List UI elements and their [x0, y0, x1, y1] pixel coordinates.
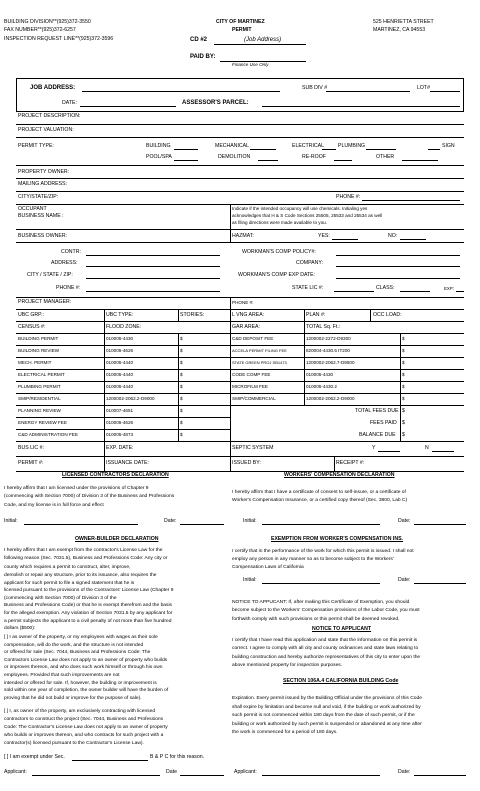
- exp-label: EXP:: [444, 286, 455, 291]
- state-lic-label: STATE LIC #:: [292, 285, 324, 291]
- fee-name: BUILDING REVIEW: [18, 348, 60, 353]
- fee-name: SMIP/RESIDENTIAL: [18, 396, 61, 401]
- permit-type-label: PERMIT TYPE:: [18, 143, 54, 149]
- exemption-initial-field[interactable]: [262, 583, 380, 584]
- divider: [16, 441, 464, 442]
- bus-lic-label: BUS LIC #:: [18, 445, 44, 451]
- class-field[interactable]: [400, 291, 430, 292]
- fee-name: MECH. PERMIT: [18, 360, 52, 365]
- type-plumbing-check[interactable]: [366, 149, 396, 150]
- ubc-grp-label: UBC GRP.:: [18, 312, 44, 318]
- assessor-parcel-field[interactable]: [262, 106, 460, 107]
- wc-date-field[interactable]: [414, 524, 466, 525]
- occupant-label: OCCUPANT: [18, 206, 47, 212]
- wc-exp-field[interactable]: [336, 278, 460, 279]
- divider-vertical: [230, 456, 231, 471]
- fee-account-code: 010005-4873: [106, 432, 134, 437]
- septic-y-field[interactable]: [378, 451, 400, 452]
- fee-account-code: 1200002-2272-D9300: [306, 336, 351, 341]
- licensed-contractors-text: I hereby affirm that I am licensed under the provisions of Chapter 9 (commencing with Section 7000) of Division 3 of the Business and Professions Code, and my license is in full force and effect: [4, 486, 175, 508]
- owner-builder-text-2: demolish or repair any structure, prior to its issuance, also requires the applicant for such permit to file a signed statement that he is licensed pursuant to the provisions of the Contractors' License Law (Chapter 9 (commencing with Section 7000) of Division 3 of the Business and Professions Code) or that he is exempt therefrom and the basis for the alleged exemption. Any violation of Section 7031.5 by any applicant for a permit subjects the applicant to a civil penalty of not more than five hundred dollars ($500):: [4, 573, 174, 632]
- fee-name: BUILDING PERMIT: [18, 336, 59, 341]
- licensed-contractors-title: LICENSED CONTRACTORS DECLARATION: [62, 472, 169, 478]
- fee-row-divider: [16, 381, 230, 382]
- applicant2-label: Applicant:: [234, 769, 257, 775]
- type-sign: SIGN: [442, 143, 455, 149]
- assessor-parcel-label: ASSESSOR'S PARCEL:: [182, 100, 249, 106]
- fee-account-code: 010005-4430: [106, 336, 134, 341]
- applicant-signature-field[interactable]: [32, 775, 160, 776]
- notice-to-applicant-text: I certify that I have read this application and state that the information on this permit is correct. I agree to comply with all city and county ordinances and state laws relating to building construction and hereby authorize representatives of this city to enter upon the above mentioned property for inspection purposes.: [232, 638, 421, 668]
- divider-vertical: [370, 309, 371, 321]
- fee-amount-dollar: $: [402, 348, 405, 353]
- fee-amount-dollar: $: [180, 360, 183, 365]
- divider: [16, 124, 464, 125]
- wc-initial-field[interactable]: [262, 524, 380, 525]
- notice-to-applicant-title: NOTICE TO APPLICANT: [312, 626, 372, 632]
- divider: [16, 321, 464, 322]
- fee-amount-dollar: $: [180, 396, 183, 401]
- workers-comp-text: I hereby affirm that I have a certificate of consent to self-insure, or a certificate of Worker's Compensation Insurance, or a certified copy thereof (Sec. 3800, Lab C): [232, 490, 408, 504]
- finance-use-note: Finance Use Only: [232, 62, 269, 67]
- business-name-label: BUSINESS NAME :: [18, 213, 64, 219]
- fee-amount-dollar: $: [402, 372, 405, 377]
- fee-name: PLANNING REVIEW: [18, 408, 61, 413]
- wc-exp-label: WORKMAN'S COMP EXP DATE:: [238, 272, 316, 278]
- divider: [16, 191, 464, 192]
- lot-field[interactable]: [430, 91, 460, 92]
- fee-amount-dollar: $: [180, 408, 183, 413]
- sub-div-field[interactable]: [326, 91, 410, 92]
- type-demolition: DEMOLITION: [218, 154, 251, 160]
- divider: [16, 229, 464, 230]
- job-address-hint: (Job Address): [244, 37, 282, 43]
- contractor-csz-field[interactable]: [86, 278, 220, 279]
- occ-load-label: OCC LOAD:: [373, 312, 402, 318]
- exempt-section-field[interactable]: [72, 760, 148, 761]
- fee-row-divider: [16, 429, 230, 430]
- applicant2-signature-field[interactable]: [262, 775, 380, 776]
- divider: [16, 178, 464, 179]
- owner-builder-title: OWNER-BUILDER DECLARATION: [75, 536, 159, 542]
- fee-name: SMIP/COMMERCIAL: [232, 396, 276, 401]
- company-field[interactable]: [336, 266, 460, 267]
- divider: [16, 456, 464, 457]
- garage-area-label: GAR AREA:: [232, 324, 260, 330]
- fee-name: C&D DEPOSIT FEE: [232, 336, 274, 341]
- fee-account-code: 1200002-2062.7-D9500: [306, 360, 355, 365]
- fee-row-divider: [230, 345, 464, 346]
- paid-by-label: PAID BY:: [190, 54, 216, 60]
- fee-name: CODE COMP FEE: [232, 372, 271, 377]
- septic-n-label: N: [425, 445, 429, 451]
- divider-vertical: [178, 309, 179, 321]
- cd-line: [214, 44, 306, 45]
- lic-initial-field[interactable]: [24, 524, 138, 525]
- job-address-field[interactable]: [82, 91, 280, 92]
- type-pool-check[interactable]: [174, 160, 198, 161]
- lic-date-label: Date:: [164, 518, 177, 524]
- fee-row-divider: [230, 357, 464, 358]
- city-zip: MARTINEZ, CA 94553: [373, 27, 426, 33]
- type-plumbing: PLUMBING: [338, 143, 366, 149]
- divider-vertical: [230, 229, 231, 242]
- notice-text: NOTICE TO APPUCANT: If, after making this Certificate of Exemption, you should become subject to the Workers' Compensation provisions of the Labor Code, you must forthwith comply with such provisions or this permit shall be deemed revoked.: [232, 600, 420, 622]
- fee-account-code: 1200002-2062.2-D9000: [106, 396, 155, 401]
- wc-policy-label: WORKMAN'S COMP POLICY#:: [242, 249, 316, 255]
- fee-row-divider: [230, 381, 464, 382]
- receipt-label: RECEIPT #:: [336, 460, 365, 466]
- contractor-phone-label: PHONE #:: [56, 285, 81, 291]
- fee-name: MICROFILM FEE: [232, 384, 268, 389]
- exp-field[interactable]: [456, 291, 464, 292]
- hazmat-yes-label: YES:: [318, 233, 330, 239]
- wc-policy-field[interactable]: [336, 255, 460, 256]
- fee-amount-dollar: $: [402, 396, 405, 401]
- fee-account-code: 010005-4440: [106, 360, 134, 365]
- divider: [16, 309, 464, 310]
- owner-builder-text-1: I hereby affirm that I am exempt from the contractor's License Law for the following reason (Sec. 7031.5), Business and Professions Code: Any city or county which requires a permit to construct, alter, improve,: [4, 548, 168, 570]
- plan-label: PLAN #:: [306, 312, 326, 318]
- septic-y-label: Y: [372, 445, 376, 451]
- owner-phone-field[interactable]: [362, 200, 460, 201]
- hazmat-label: HAZMAT:: [232, 233, 254, 239]
- company-label: COMPANY:: [296, 260, 323, 266]
- contractor-csz-label: CITY / STATE / ZIP:: [27, 272, 73, 278]
- date-label: DATE:: [62, 100, 77, 106]
- state-lic-field[interactable]: [334, 291, 374, 292]
- exemption-title: EXEMPTION FROM WORKER'S COMPENSATION INS.: [271, 536, 403, 542]
- exp-date-label: EXP. DATE:: [106, 445, 134, 451]
- fee-amount-dollar: $: [402, 384, 405, 389]
- fee-account-code: 010005-4430: [306, 372, 334, 377]
- permit-title: PERMIT: [232, 27, 252, 33]
- type-pool: POOL/SPA: [146, 154, 172, 160]
- wc-initial-label: Initial:: [243, 518, 257, 524]
- septic-n-field[interactable]: [432, 451, 454, 452]
- mailing-address-label: MAILING ADDRESS:: [18, 181, 68, 187]
- balance-due-label: BALANCE DUE: [359, 432, 396, 438]
- fee-account-code: 1200002-2062.2-D9000: [306, 396, 355, 401]
- living-area-label: L VNG AREA:: [232, 312, 265, 318]
- applicant-date-label: Date: [166, 769, 177, 775]
- contractor-phone-field[interactable]: [86, 291, 220, 292]
- fee-row-divider: [16, 417, 230, 418]
- workers-comp-title: WORKERS' COMPENSATION DECLARATION: [284, 472, 395, 478]
- fee-row-divider: [230, 405, 464, 406]
- applicant-label: Applicant:: [4, 769, 27, 775]
- fee-row-divider: [230, 369, 464, 370]
- contractor-label: CONTR:: [61, 249, 81, 255]
- ubc-type-label: UBC TYPE:: [106, 312, 134, 318]
- type-building: BUILDING: [146, 143, 171, 149]
- fee-amount-dollar: $: [180, 384, 183, 389]
- city-state-zip-label: CITY/STATE/ZIP:: [18, 194, 59, 200]
- type-other: OTHER: [376, 154, 395, 160]
- divider: [16, 165, 464, 166]
- street-address: 525 HENRIETTA STREET: [373, 19, 434, 25]
- pm-phone-label: PHONE #:: [232, 300, 254, 305]
- hazmat-note-line: acknowledges that H & S Code Sections 25505, 25533 and 25534 as well: [232, 213, 383, 218]
- balance-due-dollar: $: [402, 432, 405, 438]
- fee-name: ENERGY REVIEW FEE: [18, 420, 67, 425]
- wc-date-label: Date:: [398, 518, 411, 524]
- fee-name: C&D ADMINISTRATION FEE: [18, 432, 78, 437]
- contractor-field[interactable]: [86, 255, 220, 256]
- divider-vertical: [230, 204, 231, 229]
- fee-amount-dollar: $: [180, 432, 183, 437]
- type-building-check[interactable]: [174, 149, 198, 150]
- fee-account-code: 010005-4440: [106, 372, 134, 377]
- class-label: CLASS:: [376, 285, 395, 291]
- total-sqft-label: TOTAL Sq. Ft.:: [306, 324, 341, 330]
- fee-row-divider: [230, 393, 464, 394]
- fee-row-divider: [16, 369, 230, 370]
- fee-account-code: 010005-4626: [106, 420, 134, 425]
- project-manager-label: PROJECT MANAGER:: [18, 299, 72, 305]
- cd-label: CD #2: [190, 37, 208, 43]
- permit-number-label: PERMIT #:: [18, 460, 44, 466]
- exemption-date-label: Date:: [398, 577, 411, 583]
- type-reroof: RE-ROOF: [302, 154, 326, 160]
- fee-row-divider: [16, 405, 230, 406]
- owner-builder-text-4: sold within one year of completion, the owner builder will have the burden of proving that he did not build or improve for the purpose of sale).: [4, 688, 169, 701]
- divider: [16, 137, 464, 138]
- city-name: CITY OF MARTINEZ: [216, 19, 265, 25]
- fee-amount-dollar: $: [180, 420, 183, 425]
- type-other-check[interactable]: [402, 160, 438, 161]
- section-106-title: SECTION 106A.4 CALIFORNIA BUILDING Code: [283, 678, 399, 684]
- fees-paid-label: FEES PAID: [370, 420, 397, 426]
- project-description-label: PROJECT DESCRIPTION:: [18, 113, 81, 119]
- fee-account-code: 820004-4430.5 IT200: [306, 348, 350, 353]
- divider: [16, 297, 464, 298]
- fee-amount-dollar: $: [180, 336, 183, 341]
- date-field[interactable]: [80, 106, 176, 107]
- owner-phone-label: PHONE #:: [336, 194, 361, 200]
- fee-amount-dollar: $: [402, 336, 405, 341]
- divider: [16, 242, 464, 243]
- lic-date-field[interactable]: [180, 524, 224, 525]
- exempt-label: [ ] I am exempt under Sec.: [4, 754, 65, 760]
- contractor-address-field[interactable]: [86, 266, 220, 267]
- hazmat-note-line: as filing directions were made available to you.: [232, 220, 327, 225]
- divider-vertical: [178, 333, 179, 441]
- septic-label: SEPTIC SYSTEM: [232, 445, 274, 451]
- fee-account-code: 010005-4440: [106, 384, 134, 389]
- fee-amount-dollar: $: [180, 348, 183, 353]
- type-mechanical-check[interactable]: [250, 149, 276, 150]
- fee-account-code: 010005-4430.2: [306, 384, 337, 389]
- exemption-date-field[interactable]: [414, 583, 466, 584]
- fee-amount-dollar: $: [402, 360, 405, 365]
- fee-account-code: 010007-4651: [106, 408, 134, 413]
- type-sign-check[interactable]: [428, 149, 440, 150]
- business-owner-label: BUSINESS OWNER:: [18, 233, 68, 239]
- property-owner-label: PROPERTY OWNER:: [18, 169, 70, 175]
- applicant-date-field[interactable]: [180, 775, 224, 776]
- total-fees-due-label: TOTAL FEES DUE: [355, 408, 399, 414]
- type-electrical: ELECTRICAL: [292, 143, 324, 149]
- bp-reason-label: B & P C for this reason.: [150, 754, 205, 760]
- type-electrical-check[interactable]: [322, 149, 336, 150]
- type-demolition-check[interactable]: [258, 160, 278, 161]
- divider-vertical: [104, 333, 105, 441]
- applicant2-date-field[interactable]: [414, 775, 466, 776]
- fee-name: STATE GREEN PROJ SB1473: [232, 360, 287, 365]
- fee-name: ACCELA PERMIT FILING FEE: [232, 348, 287, 353]
- flood-zone-label: FLOOD ZONE:: [106, 324, 142, 330]
- project-valuation-label: PROJECT VALUATION:: [18, 127, 74, 133]
- stories-label: STORIES:: [180, 312, 205, 318]
- total-fees-dollar: $: [402, 408, 405, 414]
- census-label: CENSUS #:: [18, 324, 46, 330]
- hazmat-yes-field[interactable]: [332, 239, 358, 240]
- divider: [16, 204, 464, 205]
- type-reroof-check[interactable]: [334, 160, 352, 161]
- hazmat-note-line: Indicate if the intended occupancy will use chemicals. Initialing yes: [232, 206, 368, 211]
- fee-row-divider: [16, 393, 230, 394]
- hazmat-no-field[interactable]: [400, 239, 426, 240]
- owner-builder-text-3: [ ] I as owner of the property, or my employees with wages as their sole compensation, will do the work, and the structure is not intended or offered for sale (Sec. 7044, Business and Professions Code: The Contractors License Law does not apply to an owner of property who builds or improves thereon, and who does such work himself or through his own employees. Provided that such improvements are not intended or offered for sale. If, however, the building or improvement is: [4, 635, 168, 686]
- type-mechanical: MECHANICAL: [215, 143, 250, 149]
- divider: [16, 333, 464, 334]
- building-division-phone: BUILDING DIVISION**(925)372-3550: [4, 19, 91, 25]
- fee-name: PLUMBING PERMIT: [18, 384, 61, 389]
- applicant2-date-label: Date:: [398, 769, 411, 775]
- issued-by-label: ISSUED BY:: [232, 460, 261, 466]
- fee-account-code: 010005-4626: [106, 348, 134, 353]
- contractor-address-label: ADDRESS:: [51, 260, 78, 266]
- fee-row-divider: [16, 357, 230, 358]
- issuance-date-label: ISSUANCE DATE:: [106, 460, 149, 466]
- exemption-initial-label: Initial:: [243, 577, 257, 583]
- divider-vertical: [400, 333, 401, 441]
- owner-builder-text-5: [ ] I, as owner of the property, am exclusively contracting with licensed contractors to construct the project (Sec. 7044, Business and Professions Code: The Contractor's License Law does not apply to an owner of property who builds or improves thereon, and who contracts for such project with a contractor(s) licensed pursuant to the Contractor's License Law).: [4, 709, 168, 746]
- sub-div-label: SUB DIV #: [302, 85, 328, 91]
- fax-number: FAX NUMBER**(925)372-6257: [4, 27, 76, 33]
- fee-row-divider: [16, 345, 230, 346]
- hazmat-no-label: NO:: [388, 233, 398, 239]
- lot-label: LOT#: [417, 85, 430, 91]
- section-106-text: Expiration. Every permit issued by the Building Official under the provisions of this Code shall expire by limitation and become null and void, if the building or work authorized by such permit is not commenced within 180 days from the date of such permit, or if the building or work authorized by such permit is suspended or abandoned at any time after the work is commenced for a period of 180 days.: [232, 696, 422, 736]
- lic-initial-label: Initial:: [4, 518, 18, 524]
- exemption-text: I certify that in the performance of the work for which this permit is issued. I shall not employ any person in any manner so as to become subject to the Workers' Compensation Laws of California: [232, 549, 414, 570]
- fee-amount-dollar: $: [180, 372, 183, 377]
- fee-name: ELECTRICAL PERMIT: [18, 372, 65, 377]
- job-address-label: JOB ADDRESS:: [30, 85, 76, 91]
- inspection-line: INSPECTION REQUEST LINE**(925)372-3596: [4, 36, 114, 42]
- fees-paid-dollar: $: [402, 420, 405, 426]
- divider-vertical: [334, 456, 335, 471]
